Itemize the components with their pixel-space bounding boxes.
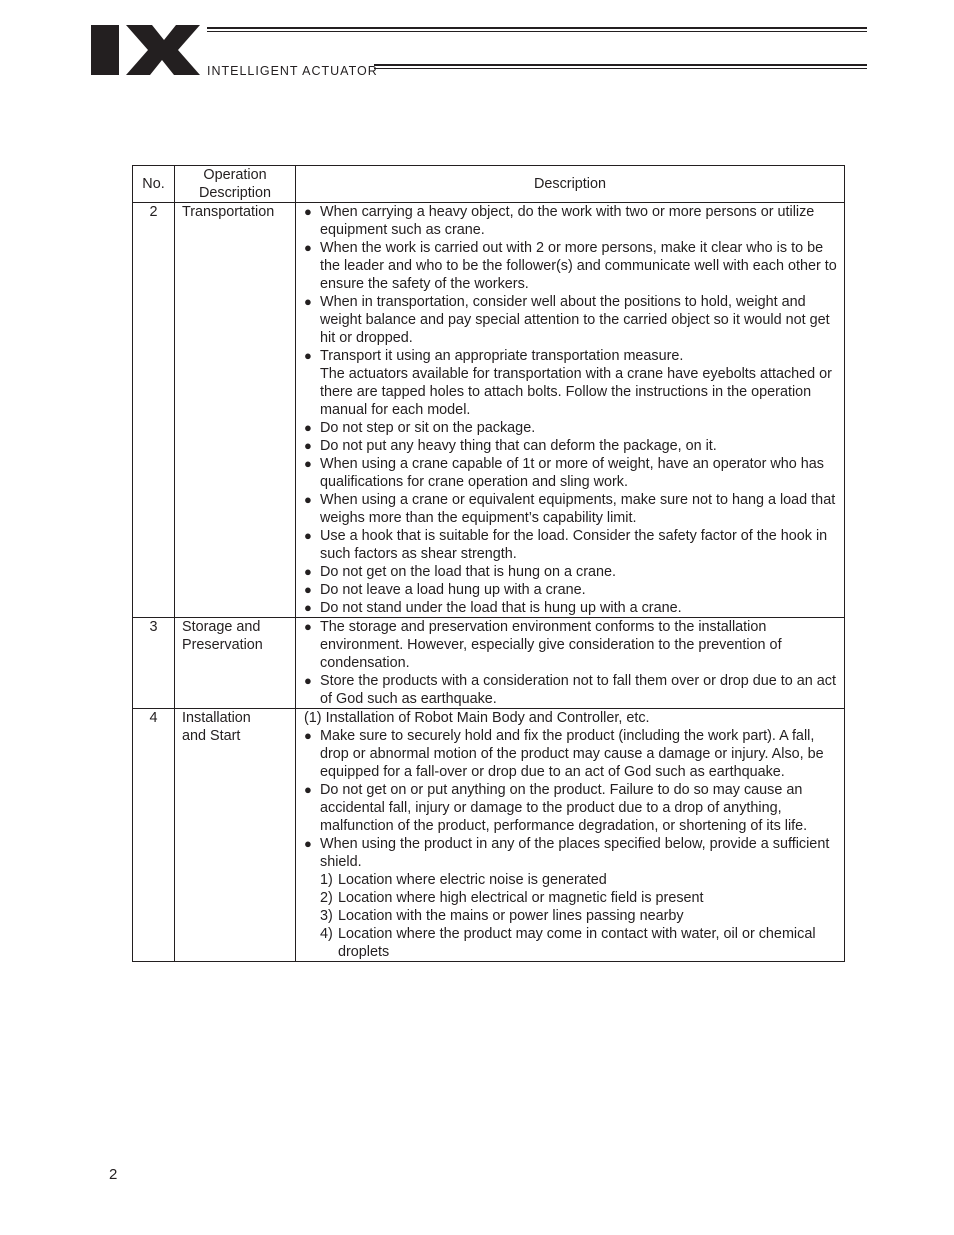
bullet-text: Do not get on the load that is hung on a crane. — [320, 564, 617, 580]
bullet-text: Use a hook that is suitable for the load. Consider the safety factor of the hook in such factors as shear strength. — [320, 528, 828, 562]
bullet-text: Do not step or sit on the package. — [320, 420, 536, 436]
sub-item — [304, 889, 840, 907]
row-number: 4 — [133, 709, 175, 962]
bullet-item — [304, 419, 840, 437]
bullet-item — [304, 563, 840, 581]
bullet-text: When in transportation, consider well about the positions to hold, weight and weight balance and pay special attention to the carried object so it would not get hit or dropped. — [320, 294, 830, 346]
bullet-item — [304, 781, 840, 835]
bullet-icon: ● — [304, 438, 312, 453]
bullet-item — [304, 203, 840, 239]
bullet-icon: ● — [304, 294, 312, 309]
bullet-item — [304, 835, 840, 871]
sub-item-text: Location where electric noise is generated — [338, 872, 607, 888]
bullet-icon: ● — [304, 240, 312, 255]
header-operation: Operation Description — [175, 166, 296, 203]
safety-operations-table — [132, 165, 845, 962]
bullet-icon: ● — [304, 600, 312, 615]
bullet-icon: ● — [304, 836, 312, 851]
sub-item-text: Location where high electrical or magnetic field is present — [338, 890, 704, 906]
page-number: 2 — [109, 1166, 118, 1183]
header-rule-thin — [207, 31, 867, 32]
operation-name: Transportation — [175, 203, 296, 618]
bullet-item — [304, 618, 840, 672]
bullet-item — [304, 727, 840, 781]
bullet-icon: ● — [304, 204, 312, 219]
bullet-text: The storage and preservation environment conforms to the installation environment. However, especially give consideration to the prevention of condensation. — [320, 619, 782, 671]
ix-logo-icon — [90, 24, 202, 76]
bullet-text: When using a crane capable of 1t or more of weight, have an operator who has qualifications for crane operation and sling work. — [320, 456, 824, 490]
bullet-text: Make sure to securely hold and fix the product (including the work part). A fall, drop or abnormal motion of the product may cause a damage or injury. Also, be equipped for a fall-over or drop due to an act of God such as earthquake. — [320, 728, 824, 780]
sub-item — [304, 907, 840, 925]
table-row — [133, 618, 845, 709]
row-number: 2 — [133, 203, 175, 618]
sub-item-number: 1) — [320, 872, 333, 888]
bullet-text: Do not get on or put anything on the product. Failure to do so may cause an accidental fall, injury or damage to the product due to a drop of anything, malfunction of the product, performance degradation, or shortening of its life. — [320, 782, 808, 834]
sub-item-text: Location where the product may come in contact with water, oil or chemical droplets — [338, 926, 816, 960]
bullet-item — [304, 455, 840, 491]
bullet-text: When the work is carried out with 2 or more persons, make it clear who is to be the leader and who to be the follower(s) and communicate well with each other to ensure the safety of the workers. — [320, 240, 837, 292]
bullet-item — [304, 437, 840, 455]
sub-item-number: 2) — [320, 890, 333, 906]
bullet-text: When using a crane or equivalent equipments, make sure not to hang a load that weighs more than the equipment’s capability limit. — [320, 492, 836, 526]
bullet-text: Transport it using an appropriate transportation measure. — [320, 348, 684, 364]
bullet-item — [304, 581, 840, 599]
sub-item — [304, 925, 840, 961]
sub-item-text: Location with the mains or power lines passing nearby — [338, 908, 684, 924]
row-number: 3 — [133, 618, 175, 709]
header-description: Description — [296, 166, 845, 203]
bullet-icon: ● — [304, 673, 312, 688]
description-cell — [296, 709, 845, 962]
bullet-item — [304, 599, 840, 617]
bullet-item — [304, 527, 840, 563]
bullet-icon: ● — [304, 782, 312, 797]
indented-note: The actuators available for transportation with a crane have eyebolts attached or there are tapped holes to attach bolts. Follow the instructions in the operation manual for each model. — [320, 366, 832, 418]
table-header-row — [133, 166, 845, 203]
bullet-text: Do not put any heavy thing that can deform the package, on it. — [320, 438, 717, 454]
description-cell — [296, 618, 845, 709]
bullet-text: When carrying a heavy object, do the work with two or more persons or utilize equipment such as crane. — [320, 204, 815, 238]
table-row — [133, 203, 845, 618]
bullet-icon: ● — [304, 582, 312, 597]
operation-name: Installation and Start — [175, 709, 296, 962]
page-header — [0, 0, 954, 90]
bullet-icon: ● — [304, 728, 312, 743]
bullet-item — [304, 347, 840, 365]
brand-name: INTELLIGENT ACTUATOR — [207, 64, 378, 78]
bullet-icon: ● — [304, 348, 312, 363]
bullet-text: Do not leave a load hung up with a crane. — [320, 582, 586, 598]
bullet-icon: ● — [304, 492, 312, 507]
header-rule — [207, 27, 867, 29]
description-cell — [296, 203, 845, 618]
bullet-icon: ● — [304, 619, 312, 634]
bullet-text: Store the products with a consideration not to fall them over or drop due to an act of God such as earthquake. — [320, 673, 836, 707]
sub-item-number: 4) — [320, 926, 333, 942]
bullet-item — [304, 672, 840, 708]
bullet-icon: ● — [304, 420, 312, 435]
bullet-item — [304, 239, 840, 293]
table-row — [133, 709, 845, 962]
table-body — [133, 203, 845, 962]
bullet-icon: ● — [304, 528, 312, 543]
operation-name: Storage and Preservation — [175, 618, 296, 709]
header-no: No. — [133, 166, 175, 203]
bullet-icon: ● — [304, 564, 312, 579]
bullet-item — [304, 491, 840, 527]
sub-item-number: 3) — [320, 908, 333, 924]
bullet-icon: ● — [304, 456, 312, 471]
bullet-item — [304, 293, 840, 347]
bullet-text: When using the product in any of the places specified below, provide a sufficient shield. — [320, 836, 830, 870]
section-heading: (1) Installation of Robot Main Body and Controller, etc. — [304, 710, 650, 726]
header-rule-lower — [374, 64, 867, 66]
bullet-text: Do not stand under the load that is hung up with a crane. — [320, 600, 682, 616]
sub-item — [304, 871, 840, 889]
header-rule-lower-thin — [374, 68, 867, 69]
